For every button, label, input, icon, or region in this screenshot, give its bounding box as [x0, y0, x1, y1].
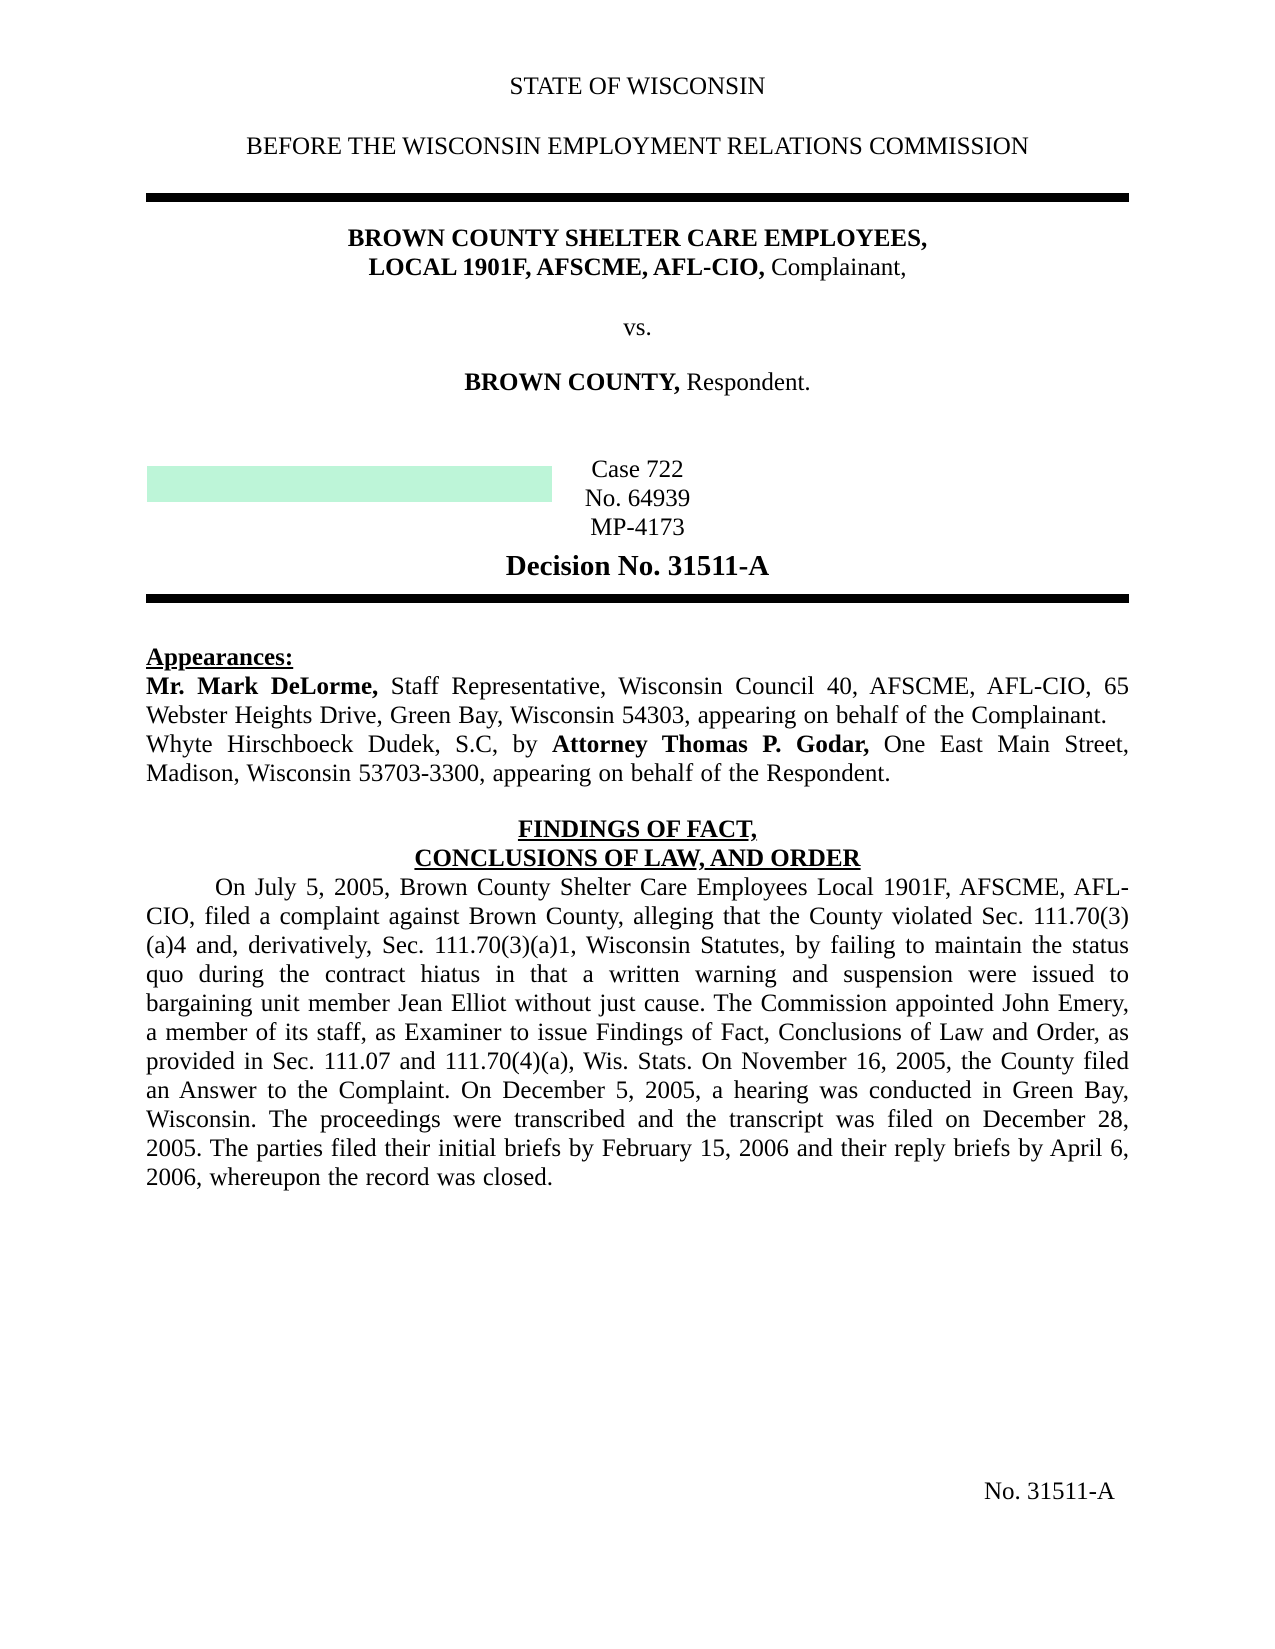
findings-body-paragraph: On July 5, 2005, Brown County Shelter Care Employees Local 1901F, AFSCME, AFL-CIO, filed a complaint against Brown County, alleging that the County violated Sec. 111.70(3)(a)4 and, derivatively, Sec. 111.70(3)(a)1, Wisconsin Statutes, by failing to maintain the status quo during the contract hiatus in that a written warning and suspension were issued to bargaining unit member Jean Elliot without just cause. The Commission appointed John Emery, a member of its staff, as Examiner to issue Findings of Fact, Conclusions of Law and Order, as provided in Sec. 111.07 and 111.70(4)(a), Wis. Stats. On November 16, 2005, the County filed an Answer to the Complaint. On December 5, 2005, a hearing was conducted in Green Bay, Wisconsin. The proceedings were transcribed and the transcript was filed on December 28, 2005. The parties filed their initial briefs by February 15, 2006 and their reply briefs by April 6, 2006, whereupon the record was closed. — [146, 874, 1129, 1191]
horizontal-rule-top — [146, 193, 1129, 202]
court-header-state: STATE OF WISCONSIN — [509, 73, 766, 100]
horizontal-rule-bottom — [146, 594, 1129, 603]
findings-heading-line1: FINDINGS OF FACT, — [517, 816, 758, 843]
appearances-heading: Appearances: — [146, 644, 294, 671]
appearance-respondent-details: One East Main Street, Madison, Wisconsin 53703-3300, appearing on behalf of the Respondent. — [146, 731, 1130, 787]
caption-complainant-role: Complainant, — [764, 254, 907, 281]
caption-complainant-name-line1: BROWN COUNTY SHELTER CARE EMPLOYEES, — [347, 225, 928, 252]
appearance-respondent-paragraph — [146, 730, 1129, 788]
case-number-line: Case 722 — [591, 456, 684, 483]
document-content — [146, 0, 1129, 1192]
findings-heading-line2: CONCLUSIONS OF LAW, AND ORDER — [414, 845, 861, 872]
caption-complainant-local: LOCAL 1901F, AFSCME, AFL-CIO, — [368, 254, 765, 281]
case-number-line: No. 64939 — [584, 485, 691, 512]
case-number-block — [146, 455, 1129, 542]
appearance-complainant-paragraph — [146, 672, 1129, 730]
case-number-line: MP-4173 — [590, 514, 685, 541]
appearance-complainant-rep-details: Staff Representative, Wisconsin Council 40, AFSCME, AFL-CIO, 65 Webster Heights Drive, Green Bay, Wisconsin 54303, appearing on behalf of the Complainant. — [146, 673, 1129, 729]
caption-complainant-name-line2 — [146, 253, 1129, 282]
appearance-complainant-rep-name: Mr. Mark DeLorme, — [146, 673, 379, 700]
caption-respondent-line — [146, 368, 1129, 397]
caption-respondent-name: BROWN COUNTY, — [464, 369, 681, 396]
decision-number-heading: Decision No. 31511-A — [505, 550, 770, 582]
appearance-respondent-attorney-name: Attorney Thomas P. Godar, — [552, 731, 870, 758]
caption-respondent-role: Respondent. — [680, 369, 811, 396]
caption-vs: vs. — [623, 314, 652, 341]
court-header-commission: BEFORE THE WISCONSIN EMPLOYMENT RELATIONS COMMISSION — [246, 133, 1029, 160]
page-footer-decision-number: No. 31511-A — [983, 1478, 1115, 1505]
appearance-respondent-firm: Whyte Hirschboeck Dudek, S.C, by — [146, 731, 552, 758]
